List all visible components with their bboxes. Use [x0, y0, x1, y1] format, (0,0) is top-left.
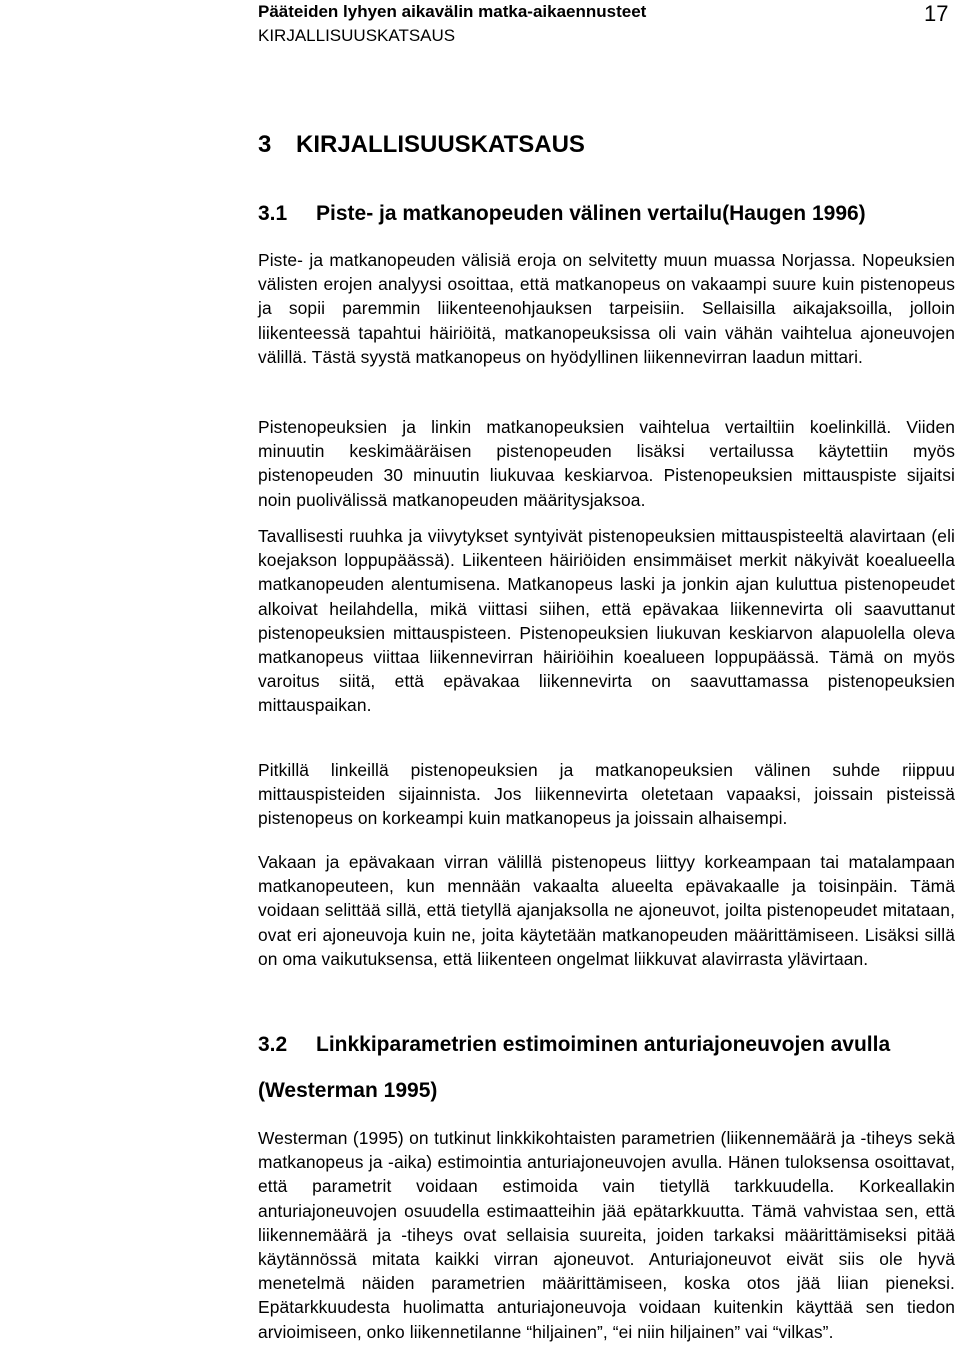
page-number: 17 — [924, 1, 949, 26]
paragraph: Piste- ja matkanopeuden välisiä eroja on selvitetty muun muassa Norjassa. Nopeuksien välisten erojen analyysi osoittaa, että matkanopeus on vakaampi suure kuin pistenopeus ja sopii paremmin liikenteenohjauksen tarpeisiin. Sellaisilla aikajaksoilla, jolloin liikenteessä tapahtui häiriöitä, matkanopeuksissa oli vain vähän vaihtelua ajoneuvojen välillä. Tästä syystä matkanopeus on hyödyllinen liikennevirran laadun mittari. — [258, 250, 955, 367]
paragraph: Vakaan ja epävakaan virran välillä pistenopeus liittyy korkeampaan tai matalampaan matkanopeuteen, kun mennään vakaalta alueelta epävakaalle ja toisinpäin. Tämä voidaan selittää sillä, että tietyllä ajanjaksolla ne ajoneuvot, joilta pistenopeudet mitataan, ovat eri ajoneuvoja kuin ne, joita käytetään matkanopeuden määrittämiseen. Lisäksi sillä on oma vaikutuksensa, että liikenteen ongelmat liikkuvat alavirrasta ylävirtaan. — [258, 852, 955, 969]
section-heading-3-2 — [258, 1032, 890, 1058]
section-heading-3-1 — [258, 201, 866, 227]
chapter-heading — [258, 130, 585, 160]
section-number: 3.1 — [258, 202, 288, 225]
header-subtitle: KIRJALLISUUSKATSAUS — [258, 26, 456, 45]
paragraph: Tavallisesti ruuhka ja viivytykset syntyivät pistenopeuksien mittauspisteeltä alavirtaan (eli koejakson loppupäässä). Liikenteen häiriöiden ensimmäiset merkit näkyivät koealueella matkanopeuden alentumisena. Matkanopeus laski ja jonkin ajan kuluttua pistenopeudet alkoivat heilahdella, mikä viittasi siihen, että epävakaa liikennevirta oli saavuttanut pistenopeuksien mittauspisteen. Pistenopeuksien liukuvan keskiarvon alapuolella oleva matkanopeus viittaa liikennevirran häiriöihin koealueen loppupäässä. Tämä on myös varoitus siitä, että epävakaa liikennevirta on saavuttamassa pistenopeuksien mittauspaikan. — [258, 526, 955, 716]
paragraph: Westerman (1995) on tutkinut linkkikohtaisten parametrien (liikennemäärä ja -tiheys sekä matkanopeus ja -aika) estimointia anturiajoneuvojen avulla. Hänen tuloksensa osoittavat, että parametrit voidaan estimoida vain tietyllä tarkkuudella. Korkeallakin anturiajoneuvojen osuudella estimaatteihin jää epätarkkuutta. Tämä vahvistaa sen, että liikennemäärä ja -tiheys ovat sellaisia suureita, joiden tarkaksi määrittämiseksi pitää käytännössä mitata kaikki virran ajoneuvot. Anturiajoneuvot eivät siis ole hyvä menetelmä näiden parametrien määrittämiseen, koska otos jää liian pieneksi. Epätarkkuudesta huolimatta anturiajoneuvoja voidaan kuitenkin käyttää sen tiedon arvioimiseen, onko liikennetilanne “hiljainen”, “ei niin hiljainen” vai “vilkas”. — [258, 1128, 955, 1342]
section-title: Linkkiparametrien estimoiminen anturiajoneuvojen avulla — [316, 1033, 891, 1056]
paragraph: Pistenopeuksien ja linkin matkanopeuksien vaihtelua vertailtiin koelinkillä. Viiden minuutin keskimääräisen pistenopeuden lisäksi vertailussa käytettiin myös pistenopeuden 30 minuutin liukuvaa keskiarvoa. Pistenopeuksien mittauspiste sijaitsi noin puolivälissä matkanopeuden määritysjaksoa. — [258, 417, 955, 510]
section-number: 3.2 — [258, 1033, 288, 1056]
chapter-number: 3 — [258, 131, 272, 158]
header-title: Pääteiden lyhyen aikavälin matka-aikaennusteet — [258, 2, 647, 21]
paragraph: Pitkillä linkeillä pistenopeuksien ja matkanopeuksien välinen suhde riippuu mittauspisteiden sijainnista. Jos liikennevirta oletetaan vapaaksi, joissain pisteissä pistenopeus on korkeampi kuin matkanopeus ja joissain alhaisempi. — [258, 760, 955, 829]
section-title-continuation: (Westerman 1995) — [258, 1079, 438, 1102]
section-title: Piste- ja matkanopeuden välinen vertailu(Haugen 1996) — [316, 202, 866, 225]
chapter-title: KIRJALLISUUSKATSAUS — [296, 131, 585, 158]
running-header — [258, 0, 958, 48]
